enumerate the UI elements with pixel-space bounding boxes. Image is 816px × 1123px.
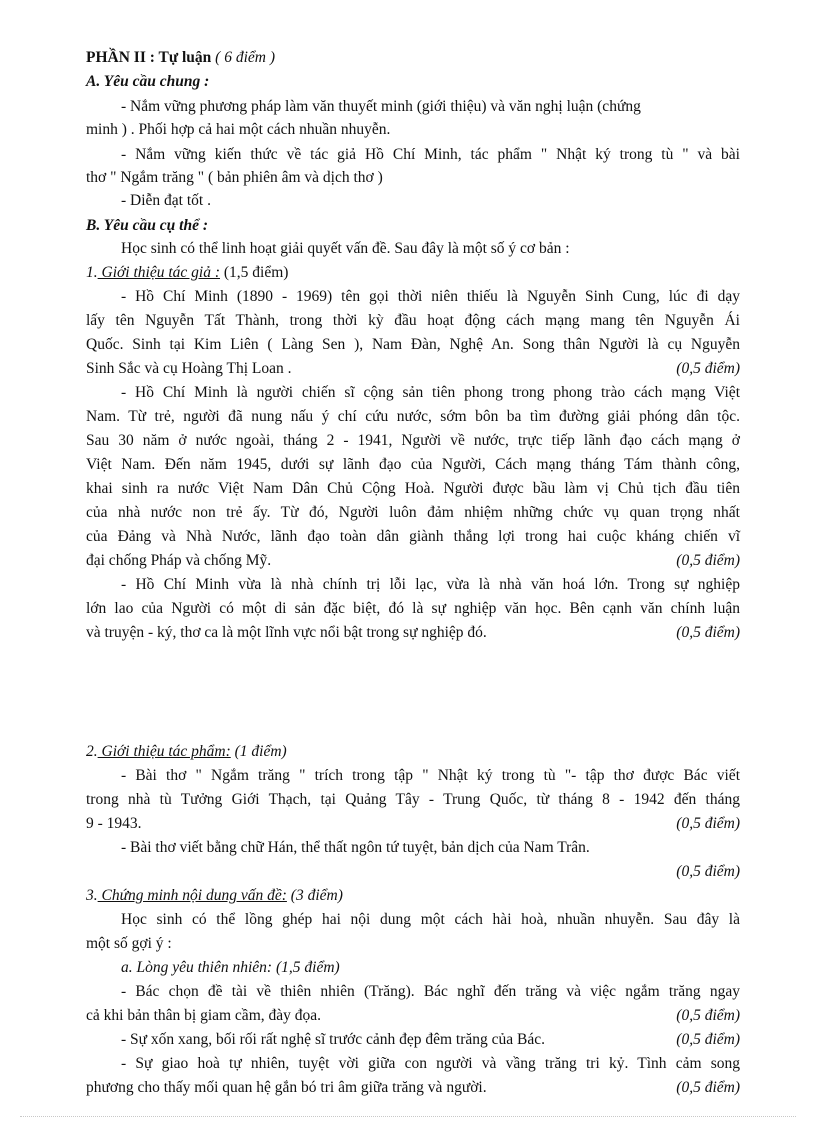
page-bottom-divider xyxy=(20,1116,796,1117)
section-2-number: 2. xyxy=(86,743,98,760)
s1-p2-line-1: - Hồ Chí Minh là người chiến sĩ cộng sản tiên phong trong phong trào cách mạng Việt xyxy=(121,384,740,401)
part2-points: ( 6 điểm ) xyxy=(215,49,275,66)
s3-a1-line-2 xyxy=(86,1005,740,1027)
s3-a3-line-2-text: phương cho thấy mối quan hệ gắn bó tri âm giữa trăng và người. xyxy=(86,1079,487,1096)
s3-a1-line-1: - Bác chọn đề tài về thiên nhiên (Trăng). Bác nghĩ đến trăng và việc ngắm trăng ngay xyxy=(121,983,740,1000)
section-a-line-1: - Nắm vững phương pháp làm văn thuyết minh (giới thiệu) và văn nghị luận (chứng xyxy=(121,98,641,115)
section-2-title: Giới thiệu tác phẩm: xyxy=(97,743,231,760)
section-b-heading: B. Yêu cầu cụ thể : xyxy=(86,217,208,234)
section-1-heading xyxy=(86,262,740,284)
s1-p3-line-3-text: và truyện - ký, thơ ca là một lĩnh vực nổi bật trong sự nghiệp đó. xyxy=(86,624,487,641)
section-a-line-3: - Nắm vững kiến thức về tác giả Hồ Chí Minh, tác phẩm " Nhật ký trong tù " và bài xyxy=(121,146,740,163)
s2-p1-line-1: - Bài thơ " Ngắm trăng " trích trong tập " Nhật ký trong tù "- tập thơ được Bác viết xyxy=(121,767,740,784)
section-a-heading: A. Yêu cầu chung : xyxy=(86,73,210,90)
s1-p3-line-2: lớn lao của Người có một di sản đặc biệt, đó là sự nghiệp văn học. Bên cạnh văn chính luận xyxy=(86,600,740,617)
s2-p2-score-text: (0,5 điểm) xyxy=(676,863,740,880)
s2-p2-line: - Bài thơ viết bằng chữ Hán, thể thất ngôn tứ tuyệt, bản dịch của Nam Trân. xyxy=(121,839,590,856)
part2-title: PHẦN II : Tự luận xyxy=(86,49,212,66)
s1-p3-score: (0,5 điểm) xyxy=(676,624,740,641)
s1-p1-line-3: Quốc. Sinh tại Kim Liên ( Làng Sen ), Nam Đàn, Nghệ An. Song thân Người là cụ Nguyễn xyxy=(86,336,740,353)
s2-p1-line-3 xyxy=(86,813,740,835)
section-a-line-2: minh ) . Phối hợp cả hai một cách nhuần nhuyễn. xyxy=(86,121,391,138)
s3-subheading-a: a. Lòng yêu thiên nhiên: (1,5 điểm) xyxy=(121,959,340,976)
s1-p1-line-4-text: Sinh Sắc và cụ Hoàng Thị Loan . xyxy=(86,360,292,377)
s2-p1-score: (0,5 điểm) xyxy=(676,815,740,832)
section-a-line-4: thơ " Ngắm trăng " ( bản phiên âm và dịch thơ ) xyxy=(86,169,383,186)
section-3-title: Chứng minh nội dung vấn đề: xyxy=(97,887,287,904)
s3-intro-line-1: Học sinh có thể lồng ghép hai nội dung một cách hài hoà, nhuần nhuyễn. Sau đây là xyxy=(121,911,740,928)
s3-intro-line-2: một số gợi ý : xyxy=(86,935,172,952)
s1-p2-line-3: Sau 30 năm ở nước ngoài, tháng 2 - 1941, Người về nước, trực tiếp lãnh đạo cách mạng ở xyxy=(86,432,740,449)
s1-p2-score: (0,5 điểm) xyxy=(676,552,740,569)
s1-p1-line-1: - Hồ Chí Minh (1890 - 1969) tên gọi thời niên thiếu là Nguyễn Sinh Cung, lúc đi dạy xyxy=(121,288,740,305)
section-1-number: 1. xyxy=(86,264,98,281)
section-3-number: 3. xyxy=(86,887,98,904)
s1-p3-line-1: - Hồ Chí Minh vừa là nhà chính trị lỗi lạc, vừa là nhà văn hoá lớn. Trong sự nghiệp xyxy=(121,576,740,593)
section-a-line-5: - Diễn đạt tốt . xyxy=(121,192,211,209)
s3-a3-score: (0,5 điểm) xyxy=(676,1079,740,1096)
s3-a2-score: (0,5 điểm) xyxy=(676,1031,740,1048)
s3-a1-score: (0,5 điểm) xyxy=(676,1007,740,1024)
s1-p2-line-2: Nam. Từ trẻ, người đã nung nấu ý chí cứu nước, sớm bôn ba tìm đường giải phóng dân tộc. xyxy=(86,408,740,425)
section-2-points: (1 điểm) xyxy=(230,743,287,760)
s1-p2-line-6: của nhà nước non trẻ ấy. Từ đó, Người luôn đảm nhiệm những chức vụ quan trọng nhất xyxy=(86,504,740,521)
s1-p1-score: (0,5 điểm) xyxy=(676,360,740,377)
s1-p2-line-8 xyxy=(86,550,740,572)
s2-p2-score xyxy=(86,861,740,883)
section-1-points: (1,5 điểm) xyxy=(219,264,289,281)
s1-p2-line-8-text: đại chống Pháp và chống Mỹ. xyxy=(86,552,272,569)
section-3-points: (3 điểm) xyxy=(286,887,343,904)
s1-p1-line-2: lấy tên Nguyễn Tất Thành, trong thời kỳ đầu hoạt động cách mạng mang tên Nguyễn Ái xyxy=(86,312,740,329)
s1-p1-line-4 xyxy=(86,358,740,380)
s1-p2-line-7: của Đảng và Nhà Nước, lãnh đạo toàn dân giành thắng lợi trong hai cuộc kháng chiến vĩ xyxy=(86,528,740,545)
s2-p1-line-2: trong nhà tù Tưởng Giới Thạch, tại Quảng Tây - Trung Quốc, từ tháng 8 - 1942 đến tháng xyxy=(86,791,740,808)
section-3-heading xyxy=(86,885,740,907)
section-b-intro: Học sinh có thể linh hoạt giải quyết vấn đề. Sau đây là một số ý cơ bản : xyxy=(121,240,570,257)
s1-p2-line-5: khai sinh ra nước Việt Nam Dân Chủ Cộng Hoà. Người được bầu làm vị Chủ tịch đầu tiên xyxy=(86,480,740,497)
s3-a3-line-2 xyxy=(86,1077,740,1099)
s3-a1-line-2-text: cả khi bản thân bị giam cầm, đày đọa. xyxy=(86,1007,322,1024)
s2-p1-line-3-text: 9 - 1943. xyxy=(86,815,142,832)
s1-p2-line-4: Việt Nam. Đến năm 1945, dưới sự lãnh đạo của Người, Cách mạng tháng Tám thành công, xyxy=(86,456,740,473)
s3-a2-line xyxy=(121,1029,740,1051)
part2-heading xyxy=(86,47,740,69)
section-2-heading xyxy=(86,741,740,763)
section-1-title: Giới thiệu tác giả : xyxy=(97,264,220,281)
s3-a2-text: - Sự xốn xang, bối rối rất nghệ sĩ trước cảnh đẹp đêm trăng của Bác. xyxy=(121,1031,546,1048)
s1-p3-line-3 xyxy=(86,622,740,644)
s3-a3-line-1: - Sự giao hoà tự nhiên, tuyệt vời giữa con người và vầng trăng tri kỷ. Tình cảm song xyxy=(121,1055,740,1072)
